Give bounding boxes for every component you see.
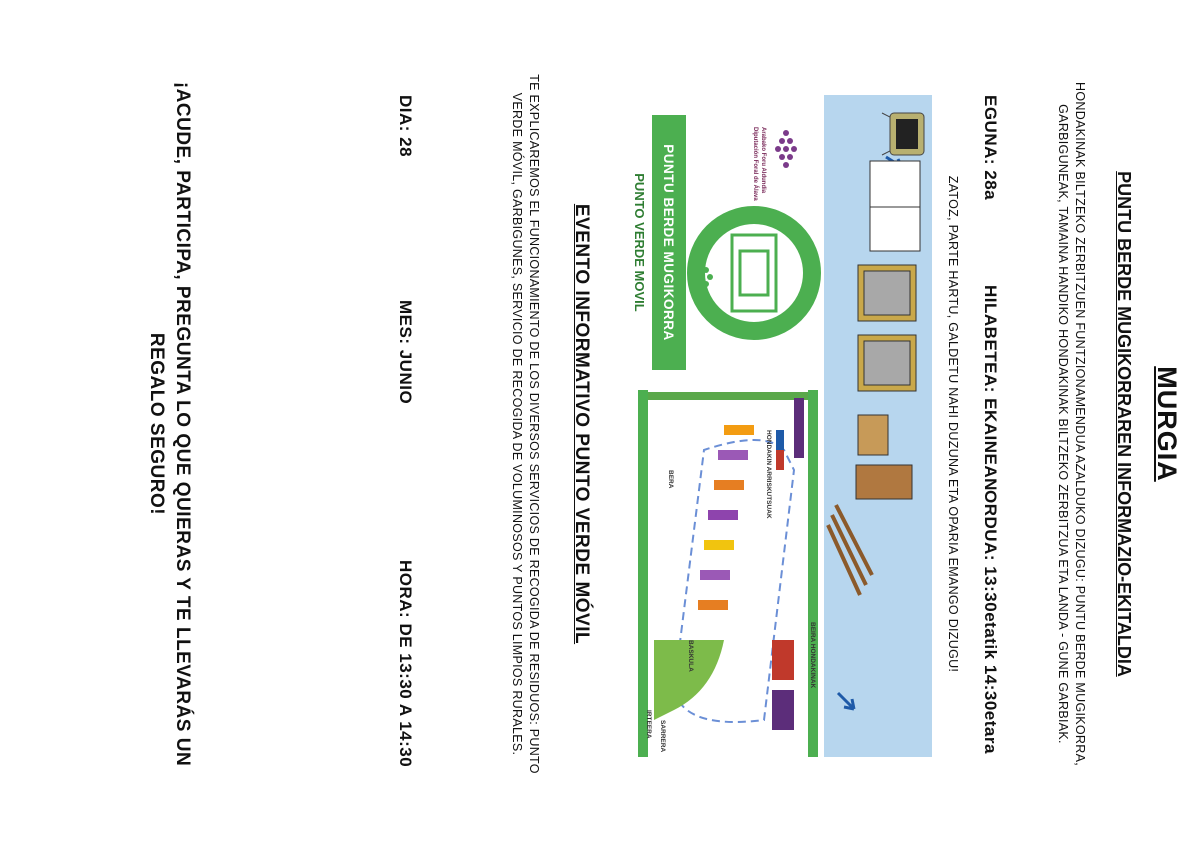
brand-band-eu: PUNTU BERDE MUGIKORRA: [652, 115, 686, 370]
subtitle-eu: PUNTU BERDE MUGIKORRAREN INFORMAZIO-EKITALDIA: [1114, 171, 1134, 677]
site-map-drawing: [634, 390, 824, 757]
bulky-items-photo: [824, 95, 932, 757]
day-eu: EGUNA: 28a: [981, 95, 1000, 201]
evento-title: EVENTO INFORMATIVO PUNTO VERDE MÓVIL: [571, 203, 592, 645]
month-es: MES: JUNIO: [396, 300, 415, 405]
day-es: DIA: 28: [396, 95, 415, 158]
month-eu: HILABETEA: EKAINEAN: [981, 285, 1000, 491]
logo-area: [634, 95, 824, 390]
label-beira: BEIRA HONDAKINAK: [809, 622, 816, 689]
time-eu: ORDUA: 13:30etatik 14:30etara: [981, 490, 1000, 754]
label-hondakin: HONDAKIN ARRISKUTSUAK: [765, 430, 772, 519]
label-irteera: IRTEERA: [645, 710, 652, 739]
acude-callout: ¡ACUDE, PARTICIPA, PREGUNTA LO QUE QUIERAS Y TE LLEVARÁS UN REGALO SEGURO!: [146, 81, 193, 767]
institution-eu: Arabako Foru Aldundia: [760, 127, 766, 194]
description-es: TE EXPLICAREMOS EL FUNCIONAMIENTO DE LOS DIVERSOS SERVICIOS DE RECOGIDA DE RESIDUOS: PUNTO VERDE MÓVIL, GARBIGUNES, SERVICIO DE RECOGIDA DE VOLUMINOSOS Y PUNTOS LIMPIOS RURALES.: [510, 74, 541, 774]
time-es: HORA: DE 13:30 A 14:30: [396, 560, 415, 768]
description-eu: HONDAKINAK BILTZEKO ZERBITZUEN FUNTZIONAMENDUA AZALDUKO DIZUGU: PUNTU BERDE MUGIKORRA, GARBIGUNEAK, TAMAINA HANDIKO HONDAKINAK BILTZEKO ZERBITZUA ETA LANDA - GUNE GARBIAK.: [1056, 82, 1087, 766]
brand-band-es: PUNTO VERDE MOVIL: [632, 173, 648, 312]
label-bera: BERA: [667, 470, 674, 489]
label-baskula: BASKULA: [687, 640, 694, 672]
label-sarrera: SARRERA: [659, 720, 666, 753]
info-graphic: [617, 95, 932, 757]
site-map: [634, 390, 824, 757]
institution-es: Diputación Foral de Álava: [752, 127, 758, 201]
page-title: MURGIA: [1152, 366, 1182, 482]
appliances-illustration: [824, 95, 932, 757]
invite-eu: ZATOZ, PARTE HARTU, GALDETU NAHI DUZUNA ETA OPARIA EMANGO DIZUGU!: [946, 175, 960, 673]
